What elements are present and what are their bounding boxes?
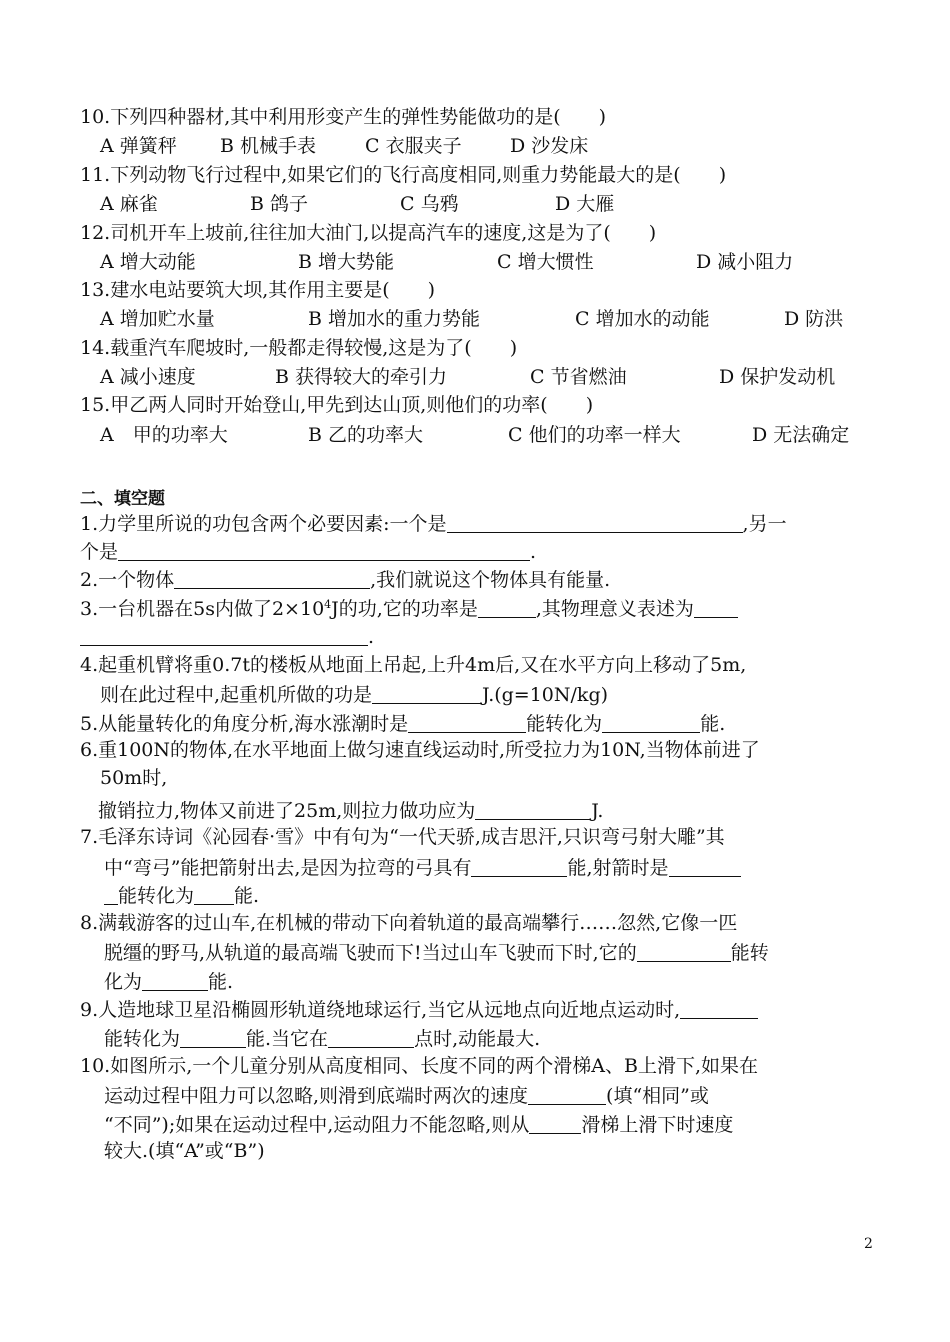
answer-blank[interactable] bbox=[194, 885, 234, 905]
q7-text-d: 能转化为 bbox=[118, 885, 195, 907]
q1-text-c: 个是 bbox=[80, 541, 119, 563]
option-c: C 增加水的动能 bbox=[575, 308, 710, 330]
fill-question-2 bbox=[80, 569, 610, 590]
q1-text-d: . bbox=[530, 541, 537, 563]
q7-text-c: 能,射箭时是 bbox=[567, 857, 669, 879]
answer-blank[interactable] bbox=[475, 800, 591, 820]
option-c: C 衣服夹子 bbox=[365, 135, 462, 157]
q8-text-d: 化为 bbox=[104, 971, 143, 993]
q10-text-b: 运动过程中阻力可以忽略,则滑到底端时两次的速度 bbox=[104, 1085, 529, 1107]
q10-text-d: “不同”);如果在运动过程中,运动阻力不能忽略,则从 bbox=[104, 1114, 530, 1136]
option-a: A 增大动能 bbox=[100, 251, 196, 273]
q10-text-c: (填“相同”或 bbox=[606, 1085, 709, 1107]
option-a: A 麻雀 bbox=[100, 193, 158, 215]
fill-question-4-line-1: 4.起重机臂将重0.7t的楼板从地面上吊起,上升4m后,又在水平方向上移动了5m, bbox=[80, 654, 747, 676]
answer-blank[interactable] bbox=[372, 684, 482, 704]
question-12: 12.司机开车上坡前,往往加大油门,以提高汽车的速度,这是为了( ) bbox=[80, 222, 657, 244]
option-a: A 减小速度 bbox=[100, 366, 196, 388]
answer-blank[interactable] bbox=[602, 713, 700, 733]
q9-text-c: 能.当它在 bbox=[246, 1028, 329, 1050]
q5-text-c: 能. bbox=[700, 713, 726, 735]
answer-blank[interactable] bbox=[669, 857, 741, 877]
fill-question-9-line-1 bbox=[80, 999, 758, 1020]
option-d: D 大雁 bbox=[555, 193, 615, 215]
fill-question-10-line-2 bbox=[104, 1085, 709, 1106]
answer-blank[interactable] bbox=[180, 1028, 246, 1048]
answer-blank[interactable] bbox=[118, 541, 530, 561]
q3-exponent: 4 bbox=[324, 598, 332, 611]
q7-text-b: 中“弯弓”能把箭射出去,是因为拉弯的弓具有 bbox=[104, 857, 472, 879]
fill-question-8-line-3 bbox=[104, 971, 233, 992]
q4-text-b: 则在此过程中,起重机所做的功是 bbox=[100, 684, 373, 706]
option-b: B 增大势能 bbox=[298, 251, 395, 273]
question-11: 11.下列动物飞行过程中,如果它们的飞行高度相同,则重力势能最大的是( ) bbox=[80, 164, 727, 186]
section-title: 二、填空题 bbox=[80, 489, 165, 509]
fill-question-1-line-1 bbox=[80, 513, 787, 534]
answer-blank[interactable] bbox=[174, 569, 370, 589]
fill-question-7-line-1: 7.毛泽东诗词《沁园春·雪》中有句为“一代天骄,成吉思汗,只识弯弓射大雕”其 bbox=[80, 826, 725, 848]
q3-text-b: J的功,它的功率是 bbox=[331, 598, 478, 620]
option-d: D 防洪 bbox=[784, 308, 844, 330]
option-b: B 获得较大的牵引力 bbox=[275, 366, 448, 388]
q9-text-d: 点时,动能最大. bbox=[414, 1028, 541, 1050]
answer-blank[interactable] bbox=[529, 1114, 581, 1134]
fill-question-6-line-2: 50m时, bbox=[100, 767, 168, 789]
q3-text-c: ,其物理意义表述为 bbox=[535, 598, 694, 620]
q10-text-e: 滑梯上滑下时速度 bbox=[581, 1114, 734, 1136]
fill-question-3-line-1 bbox=[80, 598, 738, 619]
fill-question-6-line-3 bbox=[98, 800, 603, 821]
fill-question-6-line-1: 6.重100N的物体,在水平地面上做匀速直线运动时,所受拉力为10N,当物体前进了 bbox=[80, 739, 760, 761]
q5-text-b: 能转化为 bbox=[526, 713, 603, 735]
q4-text-c: J.(g=10N/kg) bbox=[482, 684, 609, 706]
option-b: B 乙的功率大 bbox=[308, 424, 424, 446]
q1-text-b: ,另一 bbox=[742, 513, 787, 535]
answer-blank[interactable] bbox=[104, 885, 118, 905]
option-d: D 减小阻力 bbox=[696, 251, 794, 273]
answer-blank[interactable] bbox=[447, 513, 743, 533]
option-d: D 无法确定 bbox=[752, 424, 850, 446]
fill-question-9-line-2 bbox=[104, 1028, 540, 1049]
q7-text-e: 能. bbox=[234, 885, 260, 907]
fill-question-1-line-2 bbox=[80, 541, 536, 562]
answer-blank[interactable] bbox=[408, 713, 526, 733]
answer-blank[interactable] bbox=[637, 942, 731, 962]
q3-text-d: . bbox=[368, 626, 375, 648]
fill-question-7-line-2 bbox=[104, 857, 741, 878]
question-14: 14.载重汽车爬坡时,一般都走得较慢,这是为了( ) bbox=[80, 337, 518, 359]
question-13: 13.建水电站要筑大坝,其作用主要是( ) bbox=[80, 279, 436, 301]
answer-blank[interactable] bbox=[80, 626, 368, 646]
answer-blank[interactable] bbox=[694, 598, 738, 618]
fill-question-8-line-1: 8.满载游客的过山车,在机械的带动下向着轨道的最高端攀行……忽然,它像一匹 bbox=[80, 912, 738, 934]
q5-text-a: 5.从能量转化的角度分析,海水涨潮时是 bbox=[80, 713, 409, 735]
option-b: B 机械手表 bbox=[220, 135, 317, 157]
option-a: A 甲的功率大 bbox=[100, 424, 228, 446]
q9-text-b: 能转化为 bbox=[104, 1028, 181, 1050]
answer-blank[interactable] bbox=[142, 971, 208, 991]
page-number: 2 bbox=[864, 1236, 873, 1252]
option-c: C 增大惯性 bbox=[497, 251, 594, 273]
q8-text-b: 脱缰的野马,从轨道的最高端飞驶而下!当过山车飞驶而下时,它的 bbox=[104, 942, 637, 964]
answer-blank[interactable] bbox=[328, 1028, 414, 1048]
option-a: A 弹簧秤 bbox=[100, 135, 177, 157]
fill-question-5 bbox=[80, 713, 725, 734]
answer-blank[interactable] bbox=[471, 857, 567, 877]
option-d: D 保护发动机 bbox=[719, 366, 836, 388]
fill-question-10-line-4: 较大.(填“A”或“B”) bbox=[104, 1140, 265, 1162]
answer-blank[interactable] bbox=[528, 1085, 606, 1105]
option-a: A 增加贮水量 bbox=[100, 308, 215, 330]
q8-text-e: 能. bbox=[208, 971, 234, 993]
question-10: 10.下列四种器材,其中利用形变产生的弹性势能做功的是( ) bbox=[80, 106, 607, 128]
option-b: B 鸽子 bbox=[250, 193, 309, 215]
q1-text-a: 1.力学里所说的功包含两个必要因素:一个是 bbox=[80, 513, 447, 535]
fill-question-3-line-2 bbox=[80, 626, 374, 647]
fill-question-10-line-3 bbox=[104, 1114, 733, 1135]
question-15: 15.甲乙两人同时开始登山,甲先到达山顶,则他们的功率( ) bbox=[80, 394, 594, 416]
fill-question-4-line-2 bbox=[100, 684, 608, 705]
fill-question-8-line-2 bbox=[104, 942, 769, 963]
q2-text-b: ,我们就说这个物体具有能量. bbox=[370, 569, 611, 591]
answer-blank[interactable] bbox=[478, 598, 536, 618]
q2-text-a: 2.一个物体 bbox=[80, 569, 175, 591]
fill-question-10-line-1: 10.如图所示,一个儿童分别从高度相同、长度不同的两个滑梯A、B上滑下,如果在 bbox=[80, 1055, 758, 1077]
q3-text-a: 3.一台机器在5s内做了2×10 bbox=[80, 598, 325, 620]
fill-question-7-line-3 bbox=[104, 885, 259, 906]
q6-text-c: 撤销拉力,物体又前进了25m,则拉力做功应为 bbox=[98, 800, 476, 822]
q8-text-c: 能转 bbox=[730, 942, 769, 964]
option-c: C 节省燃油 bbox=[530, 366, 627, 388]
option-c: C 乌鸦 bbox=[400, 193, 459, 215]
q9-text-a: 9.人造地球卫星沿椭圆形轨道绕地球运行,当它从远地点向近地点运动时, bbox=[80, 999, 681, 1021]
option-d: D 沙发床 bbox=[510, 135, 589, 157]
q6-text-d: J. bbox=[591, 800, 604, 822]
answer-blank[interactable] bbox=[680, 999, 758, 1019]
option-c: C 他们的功率一样大 bbox=[508, 424, 681, 446]
option-b: B 增加水的重力势能 bbox=[308, 308, 481, 330]
